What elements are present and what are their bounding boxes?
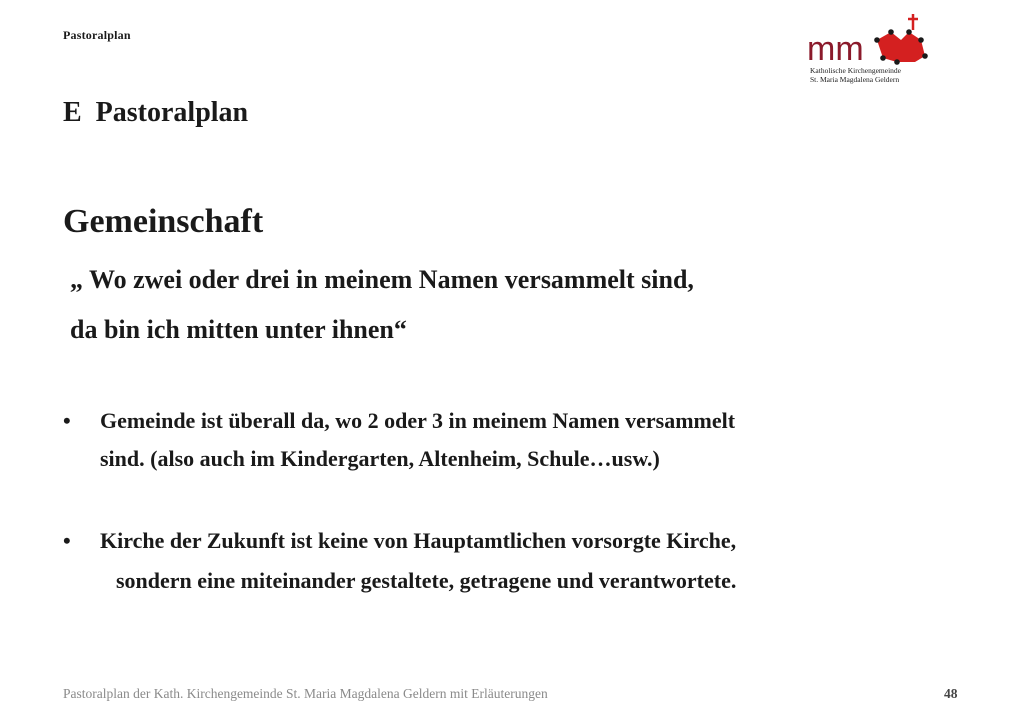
- bullet-marker: •: [63, 528, 71, 553]
- bullet-2-line-1: Kirche der Zukunft ist keine von Hauptamtlichen vorsorgte Kirche,: [100, 528, 737, 553]
- running-header: Pastoralplan: [63, 28, 131, 42]
- parish-logo: [805, 10, 945, 86]
- slide-title: Gemeinschaft: [63, 203, 264, 240]
- footer-text: Pastoralplan der Kath. Kirchengemeinde St. Maria Magdalena Geldern mit Erläuterungen: [63, 686, 548, 701]
- bullet-2-line-2: sondern eine miteinander gestaltete, getragene und verantwortete.: [116, 568, 737, 593]
- bullet-1-line-2: sind. (also auch im Kindergarten, Altenheim, Schule…usw.): [100, 446, 660, 471]
- logo-text-line1: Katholische Kirchengemeinde: [810, 66, 902, 75]
- quote-line-2: da bin ich mitten unter ihnen“: [70, 315, 407, 344]
- quote-line-1: „ Wo zwei oder drei in meinem Namen versammelt sind,: [70, 265, 694, 294]
- logo-text-line2: St. Maria Magdalena Geldern: [810, 75, 900, 84]
- parish-logo-graphic: [805, 10, 945, 72]
- bullet-marker: •: [63, 408, 71, 433]
- page-number: 48: [944, 686, 958, 701]
- bullet-1-line-1: Gemeinde ist überall da, wo 2 oder 3 in meinem Namen versammelt: [100, 408, 736, 433]
- section-heading: E Pastoralplan: [63, 97, 249, 128]
- logo-letters: mm: [807, 30, 864, 68]
